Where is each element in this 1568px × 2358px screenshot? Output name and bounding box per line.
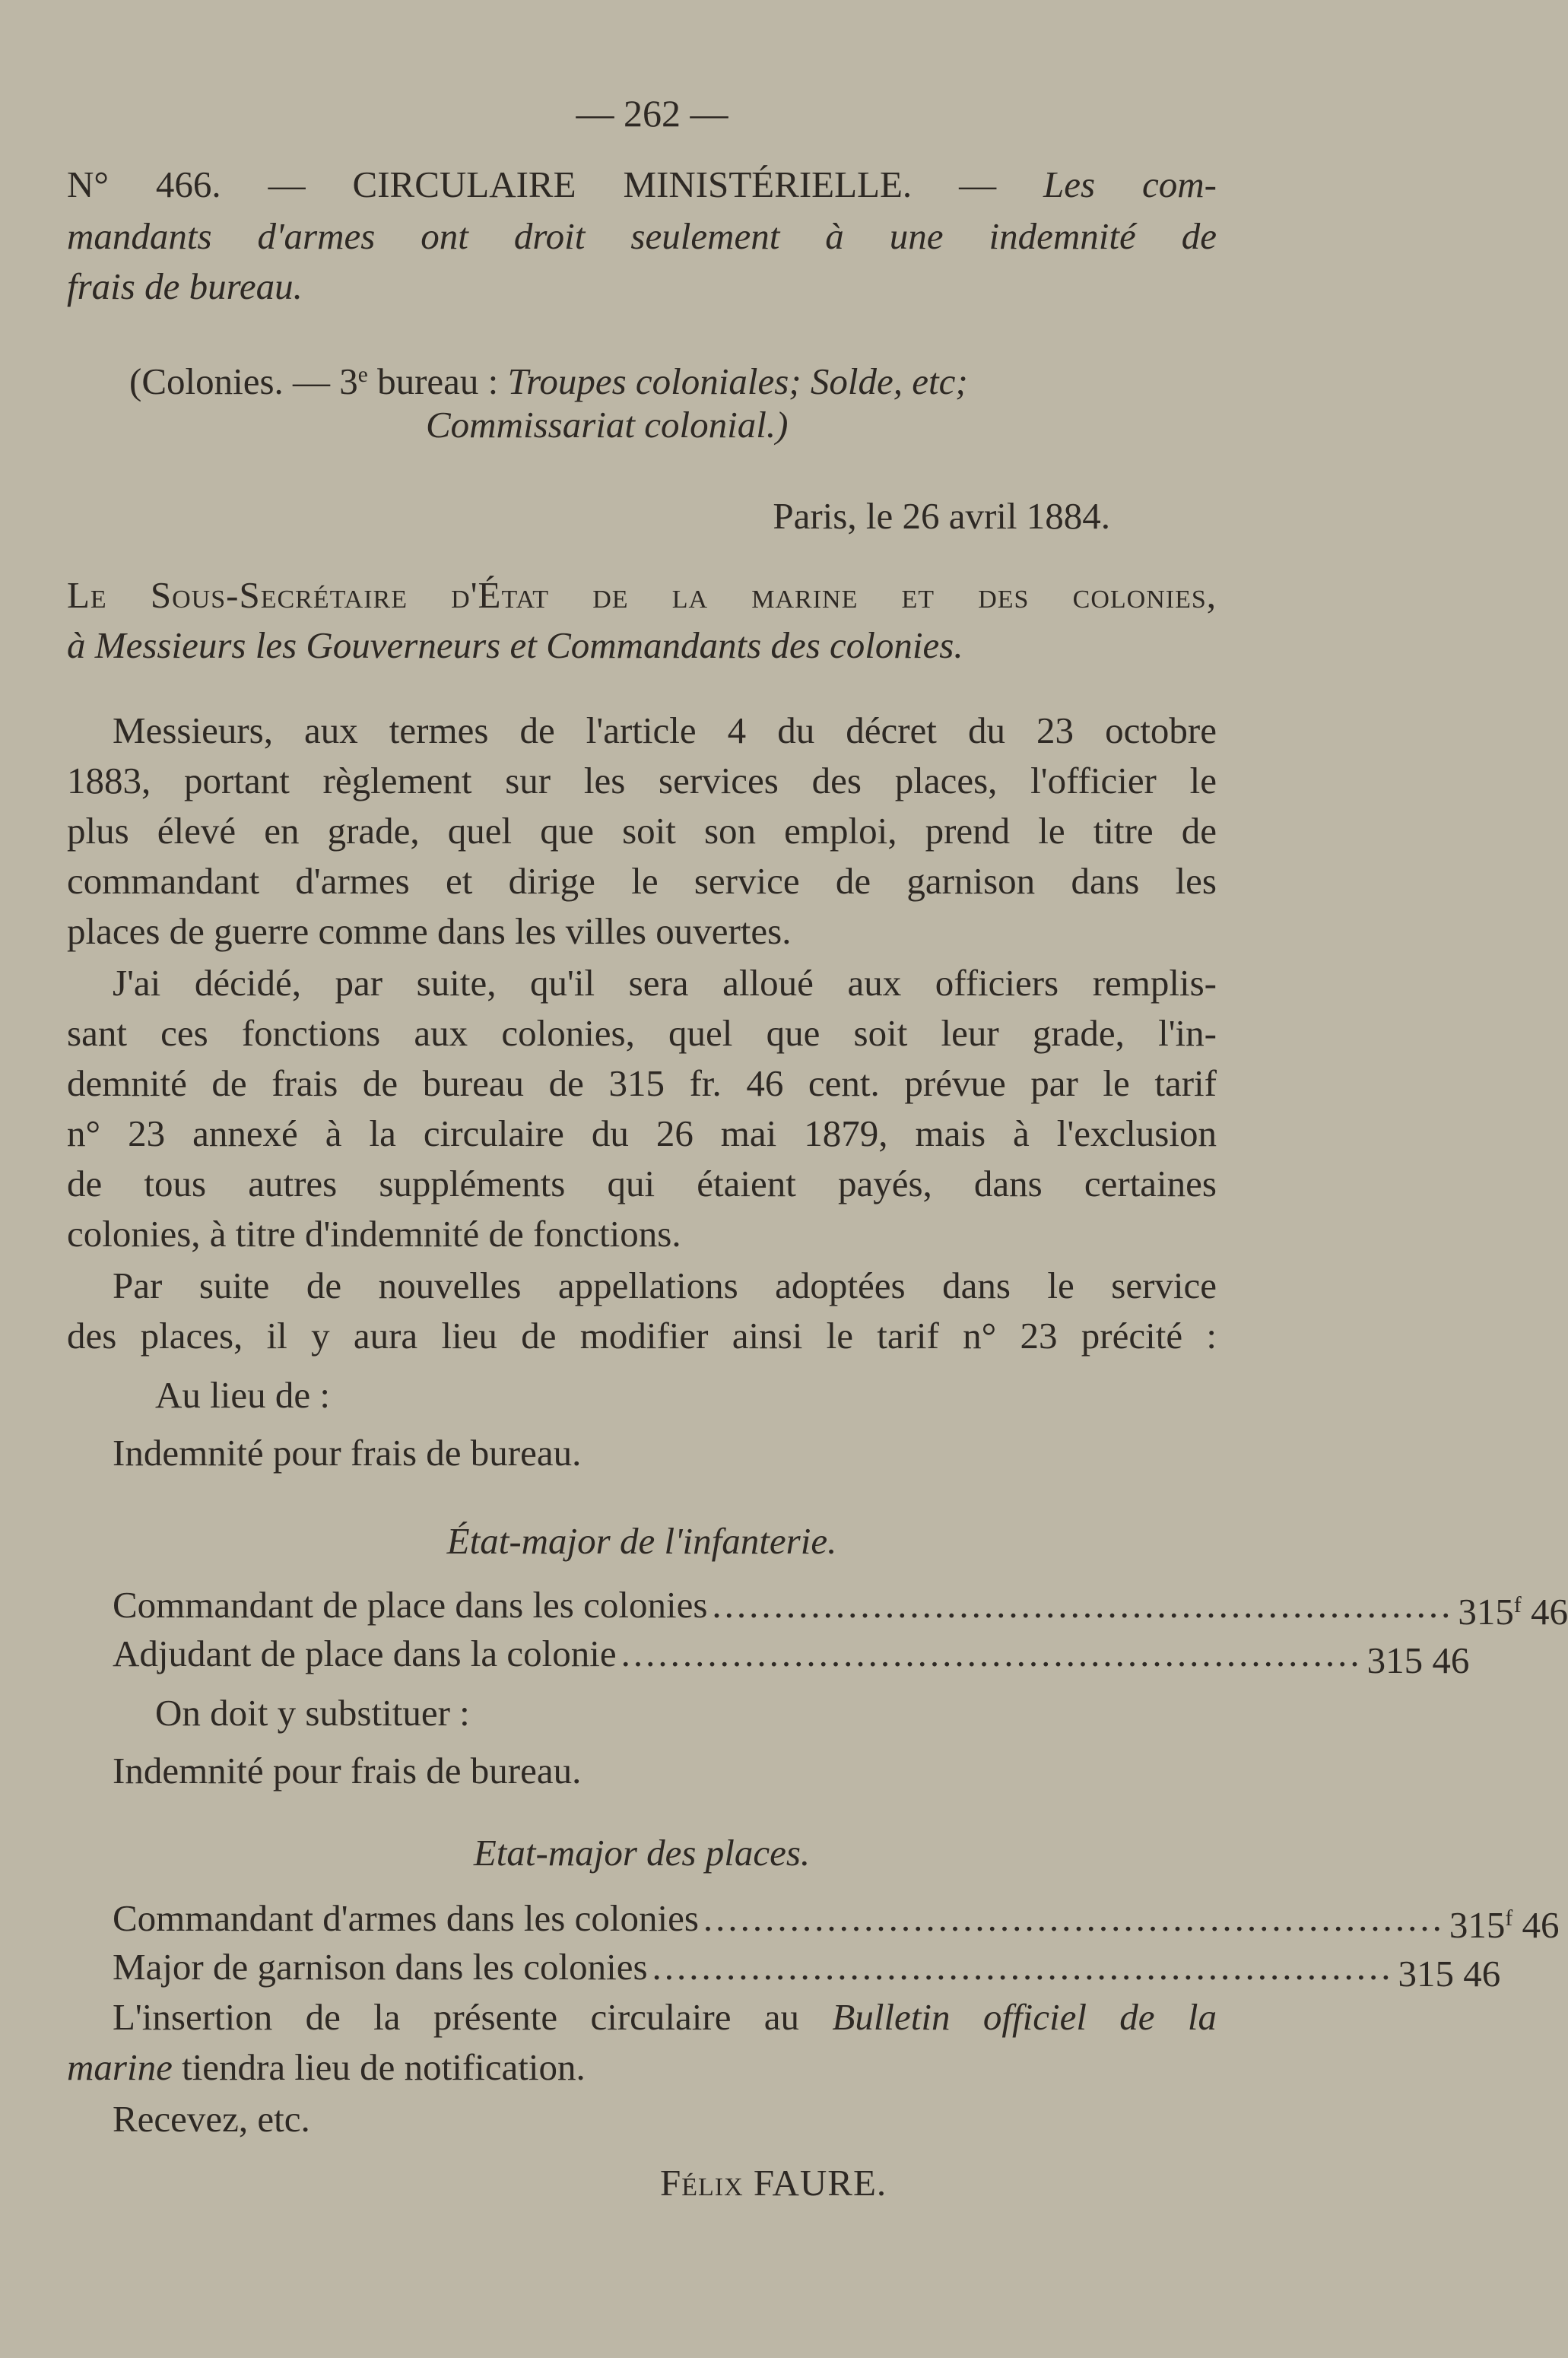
paragraph-2-line-2: sant ces fonctions aux colonies, quel que soit leur grade, l'in- — [67, 1012, 1217, 1054]
paragraph-1-line-2: 1883, portant règlement sur les services des places, l'officier le — [67, 760, 1217, 801]
table-row — [113, 1944, 1501, 1998]
paragraph-2-line-4: n° 23 annexé à la circulaire du 26 mai 1879, mais à l'exclusion — [67, 1112, 1217, 1154]
page-number: — 262 — — [576, 92, 728, 135]
closing-formula: Recevez, etc. — [113, 2098, 310, 2140]
section-1-title: État-major de l'infanterie. — [446, 1520, 837, 1562]
section-2-title: Etat-major des places. — [473, 1832, 811, 1874]
paragraph-3-line-1: Par suite de nouvelles appellations adoptées dans le service — [113, 1265, 1217, 1306]
row-amount: 315 46 — [1398, 1953, 1501, 1995]
row-label: Adjudant de place dans la colonie — [113, 1633, 617, 1674]
bureau-line-2: Commissariat colonial.) — [426, 404, 789, 446]
substituer-label: On doit y substituer : — [155, 1692, 470, 1734]
indemnity-heading-1: Indemnité pour frais de bureau. — [113, 1432, 582, 1474]
table-row — [113, 1630, 1470, 1684]
leader-dots: ............................................................ — [621, 1633, 1363, 1674]
table-row — [113, 1895, 1560, 1949]
row-label: Commandant d'armes dans les colonies — [113, 1897, 699, 1939]
circular-title-line-2: mandants d'armes ont droit seulement à une indemnité de — [67, 215, 1217, 257]
paragraph-2-line-1: J'ai décidé, par suite, qu'il sera alloué aux officiers remplis- — [113, 962, 1217, 1004]
leader-dots: ............................................................ — [712, 1584, 1454, 1626]
row-amount: 315$^f$ 46 — [1458, 1591, 1568, 1633]
paragraph-1-line-1: Messieurs, aux termes de l'article 4 du décret du 23 octobre — [113, 709, 1217, 751]
row-amount: 315 46 — [1366, 1639, 1470, 1682]
circular-title-line-3: frais de bureau. — [67, 265, 303, 307]
date-line: Paris, le 26 avril 1884. — [773, 495, 1110, 537]
addressee-line-2: à Messieurs les Gouverneurs et Commandants des colonies. — [67, 624, 963, 666]
paragraph-1-line-4: commandant d'armes et dirige le service de garnison dans les — [67, 860, 1217, 902]
indemnity-heading-2: Indemnité pour frais de bureau. — [113, 1750, 582, 1792]
table-row — [113, 1582, 1568, 1636]
paragraph-1-line-3: plus élevé en grade, quel que soit son emploi, prend le titre de — [67, 810, 1217, 852]
paragraph-3-line-2: des places, il y aura lieu de modifier ainsi le tarif n° 23 précité : — [67, 1315, 1217, 1357]
au-lieu-label: Au lieu de : — [155, 1374, 330, 1416]
addressee-line-1: Le Sous-Secrétaire d'État de la marine et des colonies, — [67, 574, 1217, 616]
row-label: Major de garnison dans les colonies — [113, 1946, 648, 1988]
paragraph-1-line-5: places de guerre comme dans les villes ouvertes. — [67, 910, 792, 952]
row-amount: 315$^f$ 46 — [1449, 1904, 1560, 1947]
row-label: Commandant de place dans les colonies — [113, 1584, 708, 1626]
leader-dots: ............................................................ — [703, 1897, 1445, 1939]
leader-dots: ............................................................ — [652, 1946, 1394, 1988]
insertion-line-2: marine tiendra lieu de notification. — [67, 2046, 586, 2088]
bureau-line-1: (Colonies. — 3e bureau : Troupes coloniales; Solde, etc; — [129, 360, 968, 403]
paragraph-2-line-6: colonies, à titre d'indemnité de fonctions. — [67, 1213, 681, 1255]
paragraph-2-line-3: demnité de frais de bureau de 315 fr. 46 cent. prévue par le tarif — [67, 1062, 1217, 1104]
paragraph-2-line-5: de tous autres suppléments qui étaient payés, dans certaines — [67, 1163, 1217, 1204]
circular-title-line-1 — [67, 161, 1217, 208]
circular-number: N° 466. — CIRCULAIRE MINISTÉRIELLE. — — [67, 163, 1044, 205]
insertion-line-1: L'insertion de la présente circulaire au Bulletin officiel de la — [113, 1996, 1217, 2038]
circular-subject-start: Les com- — [1043, 163, 1217, 205]
signature: Félix FAURE. — [660, 2162, 887, 2204]
